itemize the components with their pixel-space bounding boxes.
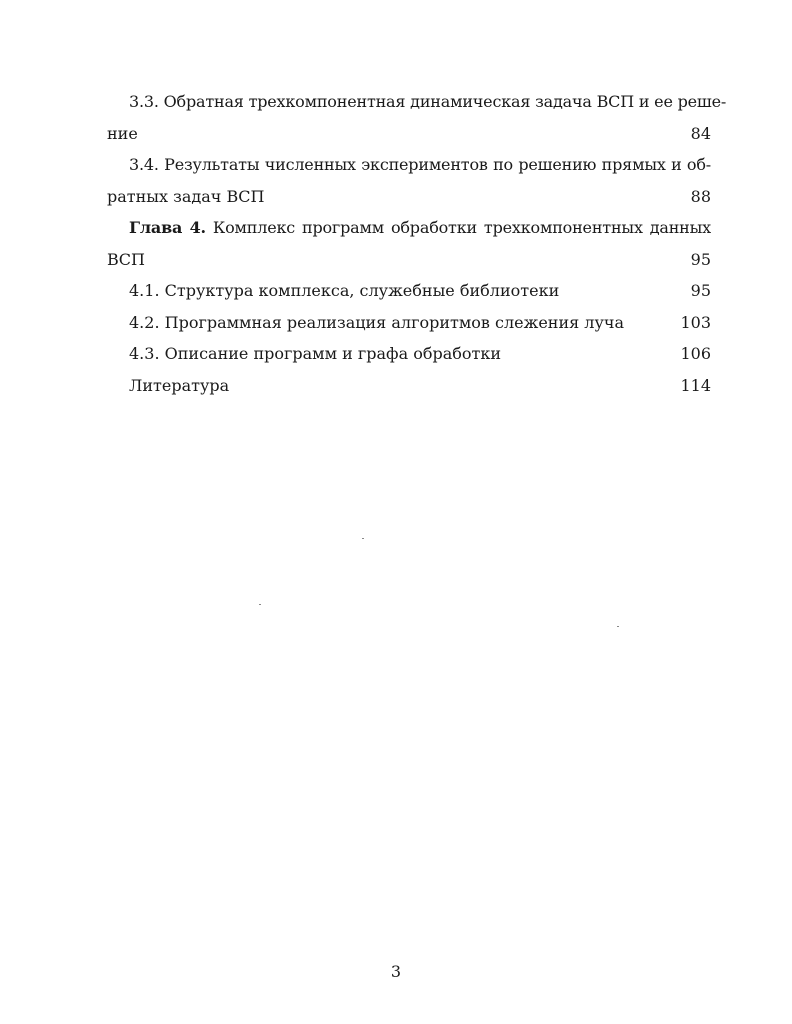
toc-entry-3-3-continuation: ние (107, 123, 138, 143)
toc-entry-4-2-page: 103 (680, 312, 711, 332)
toc-entry-4-2-title: 4.2. Программная реализация алгоритмов слежения луча (129, 312, 624, 332)
toc-entry-3-4-continuation: ратных задач ВСП (107, 186, 265, 206)
toc-entry-3-4-line1: 3.4. Результаты численных экспериментов по решению прямых и об- (129, 155, 711, 174)
toc-literature-page: 114 (680, 375, 711, 395)
toc-entry-3-3 (107, 86, 727, 149)
scan-speck (362, 538, 364, 539)
toc-entry-4-1 (107, 275, 711, 307)
toc-entry-3-4-line2 (107, 181, 711, 213)
toc-literature-line (107, 370, 711, 402)
page-number: 3 (390, 962, 402, 981)
toc-literature-title: Литература (129, 375, 230, 395)
toc-entry-4-2 (107, 307, 711, 339)
toc-entry-3-3-line1: 3.3. Обратная трехкомпонентная динамическая задача ВСП и ее реше- (129, 92, 727, 111)
toc-entry-4-1-line (107, 275, 711, 307)
toc-entry-4-2-line (107, 307, 711, 339)
scan-speck (259, 604, 261, 605)
table-of-contents (107, 86, 727, 401)
toc-chapter-4-continuation: ВСП (107, 249, 145, 269)
toc-entry-4-1-page: 95 (690, 281, 711, 300)
toc-chapter-4-label: Глава 4. (129, 218, 206, 237)
toc-entry-3-4 (107, 149, 711, 212)
toc-chapter-4-title: Комплекс программ обработки трехкомпонентных данных (212, 218, 712, 237)
toc-entry-4-3 (107, 338, 711, 370)
toc-entry-4-3-title: 4.3. Описание программ и графа обработки (129, 344, 502, 363)
toc-chapter-4-line2 (107, 244, 711, 276)
toc-chapter-4-page: 95 (690, 249, 711, 269)
toc-entry-4-3-page: 106 (680, 344, 711, 363)
toc-chapter-4 (107, 212, 711, 275)
toc-literature (107, 370, 711, 402)
toc-entry-3-4-page: 88 (690, 186, 711, 206)
toc-entry-4-3-line (107, 338, 711, 370)
toc-chapter-4-line1 (107, 212, 711, 244)
toc-entry-3-3-page: 84 (690, 123, 711, 143)
scan-speck (617, 626, 619, 627)
toc-entry-3-3-line2 (107, 118, 711, 150)
toc-entry-4-1-title: 4.1. Структура комплекса, служебные библиотеки (129, 281, 560, 300)
